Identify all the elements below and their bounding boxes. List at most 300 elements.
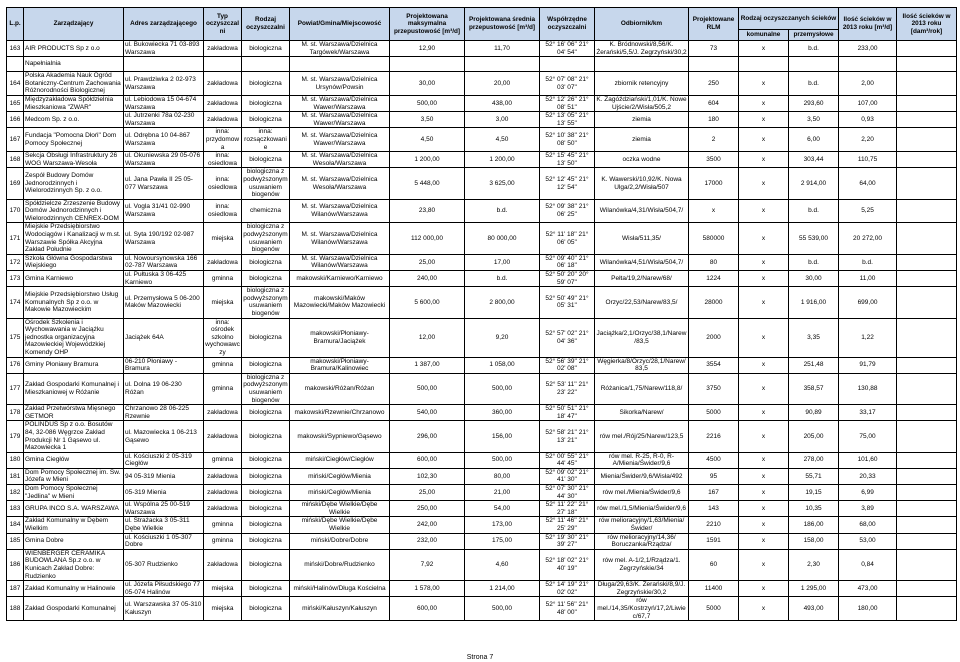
- row-wspolrzedne: 52° 11' 22'' 21° 27' 18'': [540, 501, 595, 517]
- table-row: [7, 501, 957, 517]
- row-rodzaj: biologiczna: [242, 452, 290, 468]
- row-zarzadzajacy: Szkoła Główna Gospodarstwa Wiejskiego: [24, 254, 124, 270]
- row-ilosc-rok: [897, 41, 957, 57]
- row-przemyslowe: 2,30: [789, 549, 839, 580]
- row-rodzaj: biologiczna: [242, 581, 290, 597]
- row-zarzadzajacy: Międzyzakładowa Spółdzielnia Mieszkaniowa "ZWAR": [24, 95, 124, 111]
- row-odbiornik: [595, 57, 689, 72]
- row-powiat: M. st. Warszawa/Dzielnica Targówek/Warszawa: [290, 41, 390, 57]
- row-przemyslowe: b.d.: [789, 199, 839, 223]
- row-typ: gminna: [204, 517, 242, 533]
- col-zarzadzajacy: Zarządzający: [24, 8, 124, 41]
- row-odbiornik: rów mel. A-1/2,1/Rządza/1. Zegrzyńskie/34: [595, 549, 689, 580]
- row-rodzaj: biologiczna: [242, 549, 290, 580]
- row-rodzaj: biologiczna: [242, 533, 290, 549]
- row-lp: 187: [7, 581, 24, 597]
- row-rodzaj: biologiczna z podwyższonym usuwaniem biogenów: [243, 287, 288, 317]
- table-row: [7, 373, 957, 404]
- row-komunalne: x: [739, 597, 789, 621]
- row-przep-sred: 80 000,00: [465, 223, 540, 254]
- col-ilosc-2013-rok: Ilość ścieków w 2013 roku [dam³/rok]: [897, 8, 957, 41]
- row-wspolrzedne: 52° 58' 21'' 21° 13' 21'': [540, 421, 595, 452]
- row-ilosc-rok: [897, 112, 957, 128]
- row-rodzaj: biologiczna: [242, 485, 290, 501]
- row-przep-max: 5 600,00: [390, 287, 465, 318]
- col-lp: L.p.: [7, 8, 24, 41]
- table-row: [7, 549, 957, 580]
- row-przep-sred: 20,00: [465, 72, 540, 96]
- table-row: [7, 254, 957, 270]
- row-odbiornik: Węgierka/8/Orzyc/28,1/Narew/83,5: [595, 357, 689, 373]
- row-adres: 05-307 Rudzienko: [124, 549, 204, 580]
- row-ilosc-d: 64,00: [839, 168, 897, 199]
- row-ilosc-rok: [897, 597, 957, 621]
- row-lp: 175: [7, 318, 24, 357]
- row-przep-max: 250,00: [390, 501, 465, 517]
- row-przep-max: 5 448,00: [390, 168, 465, 199]
- row-lp: 165: [7, 95, 24, 111]
- row-przep-max: 500,00: [390, 95, 465, 111]
- row-adres: 05-319 Mienia: [124, 485, 204, 501]
- row-odbiornik: rów mel./Rój/25/Narew/123,5: [595, 421, 689, 452]
- row-wspolrzedne: 52° 09' 38'' 21° 06' 25'': [540, 199, 595, 223]
- row-powiat: M. st. Warszawa/Dzielnica Wilanów/Warszawa: [290, 199, 390, 223]
- row-rodzaj: chemiczna: [242, 199, 290, 223]
- row-adres: ul. Dolna 19 06-230 Różan: [124, 373, 204, 404]
- row-rlm: 180: [689, 112, 739, 128]
- row-przemyslowe: 493,00: [789, 597, 839, 621]
- row-rlm: 167: [689, 485, 739, 501]
- row-przep-max: 232,00: [390, 533, 465, 549]
- row-odbiornik: Długa/29,63/K. Żerański/8,9/J. Zegrzyńskie/30,2: [595, 581, 689, 597]
- row-ilosc-rok: [897, 549, 957, 580]
- row-ilosc-d: 5,25: [839, 199, 897, 223]
- col-komunalne: komunalne: [739, 30, 789, 41]
- row-ilosc-d: 11,00: [839, 271, 897, 287]
- row-rlm: 2216: [689, 421, 739, 452]
- row-przep-max: 12,00: [390, 318, 465, 357]
- row-przep-sred: 175,00: [465, 533, 540, 549]
- row-odbiornik: rów mel./Mienia/Świder/9,6: [595, 485, 689, 501]
- row-powiat: M. st. Warszawa/Dzielnica Wilanów/Warszawa: [290, 223, 390, 254]
- row-przep-sred: 80,00: [465, 468, 540, 484]
- row-wspolrzedne: 52° 00' 55'' 21° 44' 45'': [540, 452, 595, 468]
- row-przep-sred: 173,00: [465, 517, 540, 533]
- row-powiat: M. st. Warszawa/Dzielnica Wawer/Warszawa: [290, 112, 390, 128]
- row-komunalne: x: [739, 223, 789, 254]
- col-adres: Adres zarządzającego: [124, 8, 204, 41]
- row-adres: ul. Okuniewska 29 05-076 Warszawa: [124, 152, 204, 168]
- row-powiat: makowski/Sypniewo/Gąsewo: [290, 421, 390, 452]
- row-odbiornik: Pełta/19,2/Narew/68/: [595, 271, 689, 287]
- table-row: [7, 41, 957, 57]
- row-odbiornik: rów mel./1,5/Mienia/Świder/9,6: [595, 501, 689, 517]
- row-zarzadzajacy: Spółdzielcze Zrzeszenie Budowy Domów Jednorodzinnych i Wielorodzinnych CENREX-DOM: [24, 199, 124, 223]
- row-adres: [124, 57, 204, 72]
- row-typ: gminna: [204, 452, 242, 468]
- row-odbiornik: zbiornik retencyjny: [595, 72, 689, 96]
- row-wspolrzedne: 52° 18' 02'' 21° 40' 19'': [540, 549, 595, 580]
- row-przemyslowe: b.d.: [789, 72, 839, 96]
- row-lp: 188: [7, 597, 24, 621]
- row-powiat: makowski/Karniewo/Karniewo: [290, 271, 390, 287]
- row-powiat: miński/Cegłów/Mienia: [290, 468, 390, 484]
- row-ilosc-d: 2,00: [839, 72, 897, 96]
- row-zarzadzajacy: POLINDUS Sp z o.o. Bosutów 84, 32-086 Węgrzce Zakład Produkcji Nr 1 Gąsewo ul. Mazowiecka 1: [24, 421, 124, 452]
- row-rlm: 3554: [689, 357, 739, 373]
- row-przep-sred: 1 214,00: [465, 581, 540, 597]
- col-wspolrzedne: Współrzędne oczyszczalni: [540, 8, 595, 41]
- row-lp: 184: [7, 517, 24, 533]
- row-przemyslowe: b.d.: [789, 254, 839, 270]
- table-row: [7, 128, 957, 152]
- row-typ: zakładowa: [204, 72, 242, 96]
- row-powiat: makowski/Różan/Różan: [290, 373, 390, 404]
- row-przep-sred: b.d.: [465, 271, 540, 287]
- row-rodzaj: biologiczna z podwyższonym usuwaniem biogenów: [243, 223, 288, 254]
- wastewater-plants-table: [6, 7, 957, 621]
- row-typ: zakładowa: [204, 549, 242, 580]
- row-komunalne: x: [739, 373, 789, 404]
- row-rodzaj: [242, 57, 290, 72]
- row-przep-max: [390, 57, 465, 72]
- row-zarzadzajacy: Napełnialnia: [24, 57, 124, 72]
- row-rlm: 95: [689, 468, 739, 484]
- row-ilosc-d: 75,00: [839, 421, 897, 452]
- row-ilosc-d: 6,99: [839, 485, 897, 501]
- row-przep-max: 23,80: [390, 199, 465, 223]
- table-row: [7, 112, 957, 128]
- row-lp: 170: [7, 199, 24, 223]
- row-rlm: [689, 57, 739, 72]
- row-lp: 174: [7, 287, 24, 318]
- table-row: [7, 287, 957, 318]
- row-przemyslowe: 251,48: [789, 357, 839, 373]
- row-wspolrzedne: 52° 11' 18'' 21° 06' 05'': [540, 223, 595, 254]
- row-zarzadzajacy: AIR PRODUCTS Sp z o.o: [24, 41, 124, 57]
- row-typ: inna: przydomowa: [204, 128, 242, 152]
- row-ilosc-rok: [897, 468, 957, 484]
- row-rlm: 3500: [689, 152, 739, 168]
- row-komunalne: x: [739, 72, 789, 96]
- row-lp: 178: [7, 405, 24, 421]
- row-zarzadzajacy: GRUPA INCO S.A. WARSZAWA: [24, 501, 124, 517]
- row-lp: 177: [7, 373, 24, 404]
- row-przep-sred: 9,20: [465, 318, 540, 357]
- row-przep-max: 112 000,00: [390, 223, 465, 254]
- row-odbiornik: rów melioracyjny/14,36/ Boruczanka/Rządza/: [595, 533, 689, 549]
- row-odbiornik: rów melioracyjny/1,63/Mienia/Świder/: [595, 517, 689, 533]
- row-komunalne: x: [739, 128, 789, 152]
- col-odbiornik: Odbiornik/km: [595, 8, 689, 41]
- row-rodzaj: biologiczna: [242, 597, 290, 621]
- row-przemyslowe: 1 295,00: [789, 581, 839, 597]
- row-przep-sred: 3 625,00: [465, 168, 540, 199]
- row-rlm: 2000: [689, 318, 739, 357]
- row-ilosc-d: 473,00: [839, 581, 897, 597]
- row-lp: 182: [7, 485, 24, 501]
- row-komunalne: x: [739, 468, 789, 484]
- row-przep-max: 102,30: [390, 468, 465, 484]
- row-rlm: x: [689, 199, 739, 223]
- row-komunalne: x: [739, 357, 789, 373]
- row-powiat: makowski/Płoniawy-Bramura/Kalinowiec: [290, 357, 390, 373]
- row-wspolrzedne: 52° 12' 45'' 21° 12' 54'': [540, 168, 595, 199]
- row-ilosc-d: 0,84: [839, 549, 897, 580]
- row-ilosc-rok: [897, 199, 957, 223]
- col-przep-max: Projektowana maksymalna przepustowość [m³/d]: [390, 8, 465, 41]
- row-powiat: makowski/Płoniawy-Bramura/Jaciążek: [290, 318, 390, 357]
- row-rlm: 80: [689, 254, 739, 270]
- row-ilosc-rok: [897, 421, 957, 452]
- table-body: [7, 41, 957, 621]
- row-ilosc-d: 3,89: [839, 501, 897, 517]
- row-ilosc-d: 20,33: [839, 468, 897, 484]
- row-przep-sred: b.d.: [465, 199, 540, 223]
- row-zarzadzajacy: Ośrodek Szkolenia i Wychowawania w Jaciążku jednostka organizacyjna Mazowieckiej Wojewódzkiej Komendy OHP: [24, 318, 124, 357]
- row-przep-max: 540,00: [390, 405, 465, 421]
- row-zarzadzajacy: Dom Pomocy Społecznej im. Św. Józefa w Mieni: [24, 468, 124, 484]
- table-row: [7, 199, 957, 223]
- row-przep-max: 242,00: [390, 517, 465, 533]
- row-przep-max: 240,00: [390, 271, 465, 287]
- row-ilosc-rok: [897, 223, 957, 254]
- row-ilosc-rok: [897, 357, 957, 373]
- row-rodzaj: biologiczna: [242, 41, 290, 57]
- row-powiat: miński/Dobre/Dobre: [290, 533, 390, 549]
- row-zarzadzajacy: Gmina Karniewo: [24, 271, 124, 287]
- row-ilosc-rok: [897, 581, 957, 597]
- row-komunalne: x: [739, 549, 789, 580]
- row-przep-max: 3,50: [390, 112, 465, 128]
- row-przemyslowe: 55,71: [789, 468, 839, 484]
- row-komunalne: x: [739, 581, 789, 597]
- row-rodzaj: biologiczna: [242, 112, 290, 128]
- row-adres: 94 05-319 Mienia: [124, 468, 204, 484]
- row-typ: zakładowa: [204, 421, 242, 452]
- row-adres: ul. Jana Pawła II 25 05-077 Warszawa: [124, 168, 204, 199]
- row-ilosc-rok: [897, 72, 957, 96]
- row-powiat: miński/Dębe Wielkie/Dębe Wielkie: [290, 517, 390, 533]
- row-rodzaj: biologiczna: [242, 421, 290, 452]
- row-zarzadzajacy: Medcom Sp. z o.o.: [24, 112, 124, 128]
- row-adres: ul. Odrębna 10 04-867 Warszawa: [124, 128, 204, 152]
- row-przep-max: 600,00: [390, 597, 465, 621]
- row-ilosc-d: 233,00: [839, 41, 897, 57]
- row-typ: zakładowa: [204, 112, 242, 128]
- row-powiat: miński/Dobre/Rudzienko: [290, 549, 390, 580]
- table-row: [7, 517, 957, 533]
- row-odbiornik: K. Wawerski/10,92/K. Nowa Ulga/2,2/Wisła/507: [595, 168, 689, 199]
- row-lp: 185: [7, 533, 24, 549]
- table-row: [7, 421, 957, 452]
- row-typ: zakładowa: [204, 254, 242, 270]
- row-komunalne: x: [739, 95, 789, 111]
- row-ilosc-rok: [897, 501, 957, 517]
- row-przep-sred: 21,00: [465, 485, 540, 501]
- row-komunalne: [739, 57, 789, 72]
- table-row: [7, 318, 957, 357]
- row-zarzadzajacy: Dom Pomocy Społecznej "Jedlina" w Mieni: [24, 485, 124, 501]
- row-lp: 168: [7, 152, 24, 168]
- row-wspolrzedne: 52° 57' 02'' 21° 04' 36'': [540, 318, 595, 357]
- table-row: [7, 271, 957, 287]
- row-przep-sred: 17,00: [465, 254, 540, 270]
- row-przemyslowe: 55 539,00: [789, 223, 839, 254]
- row-ilosc-rok: [897, 57, 957, 72]
- row-powiat: miński/Halinów/Długa Kościelna: [290, 581, 390, 597]
- row-powiat: makowski/Maków Mazowiecki/Maków Mazowiecki: [290, 287, 390, 318]
- col-typ: Typ oczyszczalni: [204, 8, 242, 41]
- row-adres: ul. Prawdziwka 2 02-973 Warszawa: [124, 72, 204, 96]
- row-zarzadzajacy: Zakład Przetwórstwa Mięsnego GETMOR: [24, 405, 124, 421]
- row-komunalne: x: [739, 405, 789, 421]
- row-typ: [204, 57, 242, 72]
- row-typ: gminna: [204, 373, 242, 404]
- row-wspolrzedne: 52° 09' 40'' 21° 06' 18'': [540, 254, 595, 270]
- row-lp: 169: [7, 168, 24, 199]
- row-typ: zakładowa: [204, 468, 242, 484]
- row-adres: Chrzanowo 28 06-225 Rzewnie: [124, 405, 204, 421]
- col-przep-sred: Projektowana średnia przepustowość [m³/d]: [465, 8, 540, 41]
- row-wspolrzedne: 52° 09' 02'' 21° 41' 30'': [540, 468, 595, 484]
- row-typ: zakładowa: [204, 485, 242, 501]
- row-odbiornik: rów mel. R-25, R-0, R-A/Mienia/Świder/9,6: [595, 452, 689, 468]
- row-rodzaj: biologiczna: [242, 95, 290, 111]
- row-przemyslowe: 10,35: [789, 501, 839, 517]
- table-row: [7, 405, 957, 421]
- row-lp: 176: [7, 357, 24, 373]
- row-powiat: [290, 57, 390, 72]
- table-row: [7, 468, 957, 484]
- row-odbiornik: Wilanówka/4,31/Wisła/504,7/: [595, 199, 689, 223]
- row-przep-sred: 360,00: [465, 405, 540, 421]
- row-komunalne: x: [739, 533, 789, 549]
- row-przemyslowe: 3,50: [789, 112, 839, 128]
- row-adres: ul. Wspólna 25 00-519 Warszawa: [124, 501, 204, 517]
- row-przep-max: 500,00: [390, 373, 465, 404]
- row-ilosc-rok: [897, 95, 957, 111]
- row-adres: ul. Kościuszki 1 05-307 Dobre: [124, 533, 204, 549]
- row-powiat: M. st. Warszawa/Dzielnica Ursynów/Powsin: [290, 72, 390, 96]
- row-typ: inna: osiedlowa: [204, 152, 242, 168]
- row-typ: inna: ośrodek szkolno wychowawczy: [205, 318, 240, 356]
- row-przep-max: 1 200,00: [390, 152, 465, 168]
- row-typ: zakładowa: [204, 95, 242, 111]
- row-ilosc-d: 91,79: [839, 357, 897, 373]
- row-przep-sred: 4,60: [465, 549, 540, 580]
- row-przemyslowe: 90,89: [789, 405, 839, 421]
- row-lp: 186: [7, 549, 24, 580]
- row-ilosc-d: [839, 57, 897, 72]
- row-lp: 181: [7, 468, 24, 484]
- row-wspolrzedne: 52° 50' 20'' 20° 59' 07'': [540, 271, 595, 287]
- row-przep-max: 296,00: [390, 421, 465, 452]
- row-przemyslowe: 205,00: [789, 421, 839, 452]
- row-komunalne: x: [739, 254, 789, 270]
- row-powiat: M. st. Warszawa/Dzielnica Wawer/Warszawa: [290, 128, 390, 152]
- row-przep-sred: 54,00: [465, 501, 540, 517]
- col-rodzaj-sciekow: Rodzaj oczyszczanych ścieków: [739, 8, 839, 30]
- row-rlm: 5000: [689, 405, 739, 421]
- row-lp: [7, 57, 24, 72]
- col-powiat: Powiat/Gmina/Miejscowość: [290, 8, 390, 41]
- row-przep-max: 12,90: [390, 41, 465, 57]
- row-przep-sred: 500,00: [465, 452, 540, 468]
- row-adres: ul. Jutrzenki 78a 02-230 Warszawa: [124, 112, 204, 128]
- row-odbiornik: Sikorka/Narew/: [595, 405, 689, 421]
- row-ilosc-rok: [897, 373, 957, 404]
- row-rodzaj: biologiczna: [242, 501, 290, 517]
- row-adres: ul. Vogla 31/41 02-990 Warszawa: [124, 199, 204, 223]
- row-przep-sred: 500,00: [465, 373, 540, 404]
- row-powiat: M. st. Warszawa/Dzielnica Wilanów/Warszawa: [290, 254, 390, 270]
- row-przep-sred: 11,70: [465, 41, 540, 57]
- row-rodzaj: biologiczna: [242, 517, 290, 533]
- row-typ: inna: osiedlowa: [204, 199, 242, 223]
- row-wspolrzedne: 52° 12' 26'' 21° 08' 51'': [540, 95, 595, 111]
- row-lp: 167: [7, 128, 24, 152]
- row-rlm: 28000: [689, 287, 739, 318]
- row-rlm: 60: [689, 549, 739, 580]
- row-rodzaj: inna: rozsączkowanie: [242, 128, 290, 152]
- row-wspolrzedne: 52° 14' 19'' 21° 02' 02'': [540, 581, 595, 597]
- row-powiat: M. st. Warszawa/Dzielnica Wesoła/Warszawa: [290, 152, 390, 168]
- row-komunalne: x: [739, 452, 789, 468]
- row-lp: 163: [7, 41, 24, 57]
- row-ilosc-d: 1,22: [839, 318, 897, 357]
- row-komunalne: x: [739, 168, 789, 199]
- row-zarzadzajacy: Zespół Budowy Domów Jednorodzinnych i Wielorodzinnych Sp. z o.o.: [24, 168, 124, 199]
- table-row: [7, 485, 957, 501]
- row-przemyslowe: 158,00: [789, 533, 839, 549]
- row-typ: zakładowa: [204, 501, 242, 517]
- col-przemyslowe: przemysłowe: [789, 30, 839, 41]
- table-row: [7, 597, 957, 621]
- row-ilosc-d: b.d.: [839, 254, 897, 270]
- row-przemyslowe: 1 916,00: [789, 287, 839, 318]
- row-przep-max: 25,00: [390, 254, 465, 270]
- table-row: [7, 168, 957, 199]
- row-rlm: 11400: [689, 581, 739, 597]
- row-lp: 166: [7, 112, 24, 128]
- row-przep-sred: 4,50: [465, 128, 540, 152]
- row-typ: gminna: [204, 271, 242, 287]
- row-odbiornik: Wilanówka/4,51/Wisła/504,7/: [595, 254, 689, 270]
- row-wspolrzedne: 52° 50' 51'' 21° 18' 47'': [540, 405, 595, 421]
- row-odbiornik: Jaciążka/2,1/Orzyc/38,1/Narew/83,5: [595, 318, 689, 357]
- table-row: [7, 95, 957, 111]
- row-rodzaj: biologiczna: [242, 405, 290, 421]
- row-przemyslowe: 358,57: [789, 373, 839, 404]
- row-typ: zakładowa: [204, 405, 242, 421]
- row-przep-max: 4,50: [390, 128, 465, 152]
- row-rlm: 580000: [689, 223, 739, 254]
- row-odbiornik: K. Bródnowski/8,56/K. Żerański/5,5/J. Zegrzyński/30,2: [596, 41, 687, 56]
- row-typ: miejska: [204, 597, 242, 621]
- row-wspolrzedne: 52° 07' 08'' 21° 03' 07'': [540, 72, 595, 96]
- row-zarzadzajacy: Sekcja Obsługi Infrastruktury 26 WOG Warszawa-Wesoła: [24, 152, 124, 168]
- row-zarzadzajacy: Zakład Gospodarki Komunalnej i Mieszkaniowej w Różanie: [24, 373, 124, 404]
- row-ilosc-rok: [897, 318, 957, 357]
- row-typ: miejska: [204, 287, 242, 318]
- row-przemyslowe: 293,60: [789, 95, 839, 111]
- row-przemyslowe: 278,00: [789, 452, 839, 468]
- row-odbiornik: Różanica/1,75/Narew/118,8/: [595, 373, 689, 404]
- row-wspolrzedne: 52° 10' 38'' 21° 08' 50'': [540, 128, 595, 152]
- row-rodzaj: biologiczna: [242, 254, 290, 270]
- row-wspolrzedne: 52° 13' 05'' 21° 13' 55'': [540, 112, 595, 128]
